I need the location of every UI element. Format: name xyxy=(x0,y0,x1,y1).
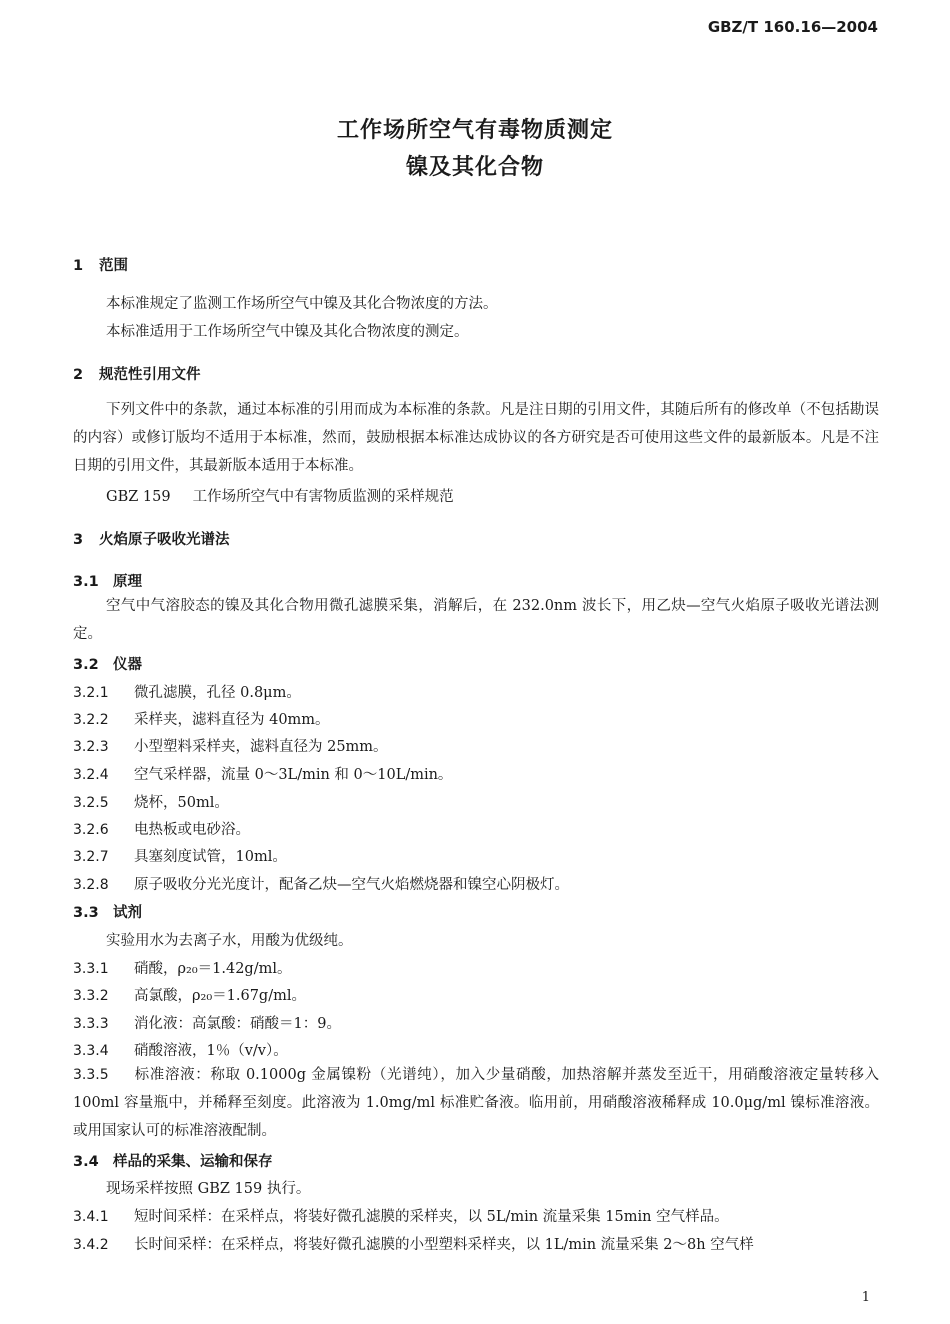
section-number: 1 xyxy=(73,258,84,274)
list-item: 3.3.2 高氯酸，ρ₂₀＝1.67g/ml。 xyxy=(73,988,306,1004)
paragraph: 下列文件中的条款，通过本标准的引用而成为本标准的条款。凡是注日期的引用文件，其随后所有的修改单（不包括勘误的内容）或修订版均不适用于本标准，然而，鼓励根据本标准达成协议的各方研究是否可使用这些文件的最新版本。凡是不注日期的引用文件，其最新版本适用于本标准。 xyxy=(73,402,879,474)
subsection-number: 3.1 xyxy=(73,574,99,590)
list-item: 3.2.3 小型塑料采样夹，滤料直径为 25mm。 xyxy=(73,739,388,755)
list-item: 3.3.4 硝酸溶液，1％（v/v）。 xyxy=(73,1043,288,1059)
section-2-heading xyxy=(73,363,201,384)
list-item: 3.2.2 采样夹，滤料直径为 40mm。 xyxy=(73,712,330,728)
list-item: 3.3.5 标准溶液：称取 0.1000g 金属镍粉（光谱纯），加入少量硝酸，加热溶解并蒸发至近干，用硝酸溶液定量转移入 100ml 容量瓶中，并稀释至刻度。此溶液为 1.0mg/ml 标准贮备液。临用前，用硝酸溶液稀释成 10.0μg/ml 镍标准溶液。或用国家认可的标准溶液配制。 xyxy=(73,1067,879,1139)
section-number: 2 xyxy=(73,367,84,383)
paragraph: 本标准适用于工作场所空气中镍及其化合物浓度的测定。 xyxy=(106,324,469,340)
reference-code: GBZ 159 xyxy=(106,489,171,505)
list-item: 3.2.6 电热板或电砂浴。 xyxy=(73,822,250,838)
paragraph: 现场采样按照 GBZ 159 执行。 xyxy=(106,1181,311,1197)
subsection-title: 样品的采集、运输和保存 xyxy=(113,1154,273,1170)
document-subtitle: 镍及其化合物 xyxy=(405,155,544,180)
list-item: 3.2.4 空气采样器，流量 0～3L/min 和 0～10L/min。 xyxy=(73,767,453,783)
subsection-title: 试剂 xyxy=(113,905,142,921)
section-number: 3 xyxy=(73,532,84,548)
section-1-heading xyxy=(73,254,128,275)
section-title: 范围 xyxy=(99,258,128,274)
list-item: 3.4.1 短时间采样：在采样点，将装好微孔滤膜的采样夹，以 5L/min 流量采集 15min 空气样品。 xyxy=(73,1209,729,1225)
list-item: 3.2.1 微孔滤膜，孔径 0.8μm。 xyxy=(73,685,301,701)
standard-code: GBZ/T 160.16—2004 xyxy=(707,18,878,36)
page-number: 1 xyxy=(861,1290,870,1305)
list-item: 3.4.2 长时间采样：在采样点，将装好微孔滤膜的小型塑料采样夹，以 1L/min 流量采集 2～8h 空气样 xyxy=(73,1237,754,1253)
list-item: 3.3.3 消化液：高氯酸：硝酸＝1：9。 xyxy=(73,1016,341,1032)
list-item: 3.2.7 具塞刻度试管，10ml。 xyxy=(73,849,287,865)
document-title: 工作场所空气有毒物质测定 xyxy=(336,118,613,143)
reference-title: 工作场所空气中有害物质监测的采样规范 xyxy=(192,489,454,505)
subsection-title: 仪器 xyxy=(113,657,142,673)
paragraph: 空气中气溶胶态的镍及其化合物用微孔滤膜采集，消解后，在 232.0nm 波长下，用乙炔—空气火焰原子吸收光谱法测定。 xyxy=(73,598,879,642)
paragraph: 本标准规定了监测工作场所空气中镍及其化合物浓度的方法。 xyxy=(106,296,498,312)
list-item: 3.3.1 硝酸，ρ₂₀＝1.42g/ml。 xyxy=(73,961,292,977)
paragraph: 实验用水为去离子水，用酸为优级纯。 xyxy=(106,933,353,949)
section-title: 火焰原子吸收光谱法 xyxy=(99,532,230,548)
normative-reference xyxy=(106,485,454,506)
section-3-heading xyxy=(73,528,230,549)
list-item: 3.2.5 烧杯，50ml。 xyxy=(73,795,229,811)
section-title: 规范性引用文件 xyxy=(99,367,201,383)
subsection-3-3-heading xyxy=(73,901,142,922)
subsection-3-1-heading xyxy=(73,570,142,591)
subsection-number: 3.3 xyxy=(73,905,99,921)
subsection-3-2-heading xyxy=(73,653,142,674)
subsection-title: 原理 xyxy=(113,574,142,590)
list-item: 3.2.8 原子吸收分光光度计，配备乙炔—空气火焰燃烧器和镍空心阴极灯。 xyxy=(73,877,569,893)
subsection-number: 3.2 xyxy=(73,657,99,673)
subsection-3-4-heading xyxy=(73,1150,273,1171)
subsection-number: 3.4 xyxy=(73,1154,99,1170)
